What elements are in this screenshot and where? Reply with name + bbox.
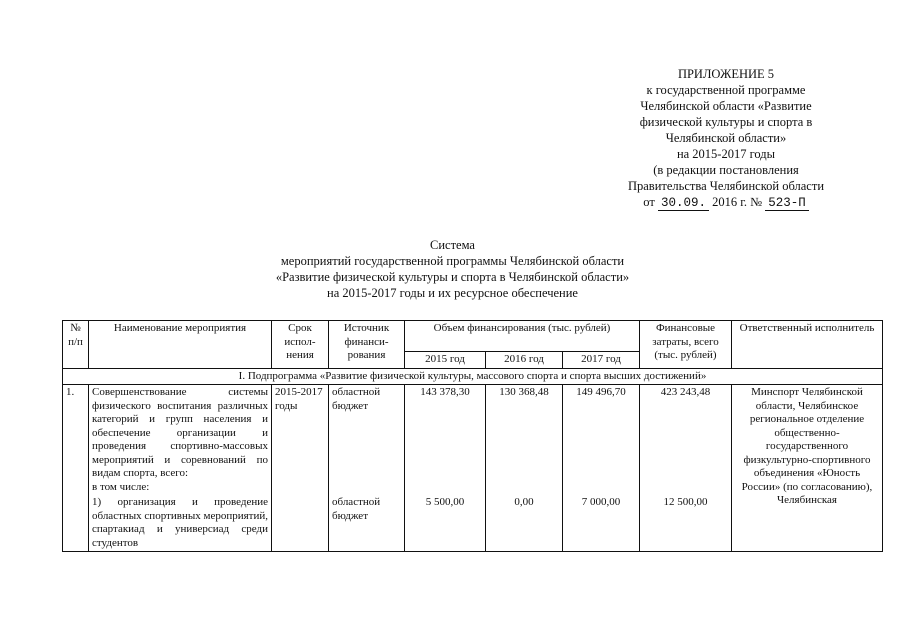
appendix-line: к государственной программе	[646, 83, 806, 97]
header-2015: 2015 год	[405, 352, 486, 369]
header-total: Финансовые затраты, всего (тыс. рублей)	[640, 321, 732, 369]
title-line: Система	[430, 238, 475, 252]
header-volume: Объем финансирования (тыс. рублей)	[405, 321, 640, 352]
row-responsible: Минспорт Челябинской области, Челябинское региональное отделение общественно-государственного физкультурно-спортивного объединения «Юность России» (по согласованию), Челябинская	[732, 385, 883, 552]
row-name-text: Совершенствование системы физического воспитания различных категорий и групп населения и обеспечение организации и проведения спортивно-массовых мероприятий и соревнований по видам спорта, всего:	[92, 386, 268, 479]
row-2017: 149 496,70	[563, 385, 640, 496]
appendix-line: Правительства Челябинской области	[627, 179, 825, 193]
header-2017: 2017 год	[563, 352, 640, 369]
appendix-header	[596, 66, 856, 211]
section-row	[63, 368, 883, 385]
row-2017: 7 000,00	[563, 495, 640, 552]
appendix-line: физической культуры и спорта в	[639, 115, 813, 129]
header-term: Срок испол-нения	[272, 321, 329, 369]
row-term: 2015-2017 годы	[272, 385, 329, 496]
header-num: № п/п	[63, 321, 89, 369]
row-2015: 143 378,30	[405, 385, 486, 496]
row-num-empty	[63, 495, 89, 552]
row-num: 1.	[63, 385, 89, 496]
row-name-including: в том числе:	[92, 480, 150, 493]
header-name: Наименование мероприятия	[89, 321, 272, 369]
ordinance-year: 2016 г. №	[712, 195, 763, 209]
row-source: областной бюджет	[329, 495, 405, 552]
table-header-row	[63, 321, 883, 352]
row-2015: 5 500,00	[405, 495, 486, 552]
ordinance-line	[596, 194, 856, 211]
row-2016: 0,00	[486, 495, 563, 552]
ordinance-number: 523-П	[765, 196, 809, 211]
section-title: I. Подпрограмма «Развитие физической культуры, массового спорта и спорта высших достижений»	[63, 368, 883, 385]
row-term-empty	[272, 495, 329, 552]
title-line: мероприятий государственной программы Челябинской области	[280, 254, 625, 268]
header-source: Источник финанси-рования	[329, 321, 405, 369]
appendix-line: Челябинской области «Развитие	[640, 99, 812, 113]
row-2016: 130 368,48	[486, 385, 563, 496]
title-line: «Развитие физической культуры и спорта в Челябинской области»	[275, 270, 630, 284]
appendix-title: ПРИЛОЖЕНИЕ 5	[677, 67, 775, 81]
row-name	[89, 385, 272, 496]
document-title	[180, 237, 725, 301]
appendix-line: на 2015-2017 годы	[676, 147, 776, 161]
table-row	[63, 385, 883, 496]
row-name: 1) организация и проведение областных спортивных мероприятий, спартакиад и универсиад среди студентов	[89, 495, 272, 552]
measures-table	[62, 320, 883, 552]
appendix-line: (в редакции постановления	[653, 163, 799, 177]
title-line: на 2015-2017 годы и их ресурсное обеспечение	[327, 286, 578, 300]
header-2016: 2016 год	[486, 352, 563, 369]
row-total: 423 243,48	[640, 385, 732, 496]
ordinance-date: 30.09.	[658, 196, 709, 211]
ordinance-prefix: от	[643, 195, 655, 209]
row-source: областной бюджет	[329, 385, 405, 496]
row-total: 12 500,00	[640, 495, 732, 552]
appendix-line: Челябинской области»	[665, 131, 787, 145]
header-responsible: Ответственный исполнитель	[732, 321, 883, 369]
